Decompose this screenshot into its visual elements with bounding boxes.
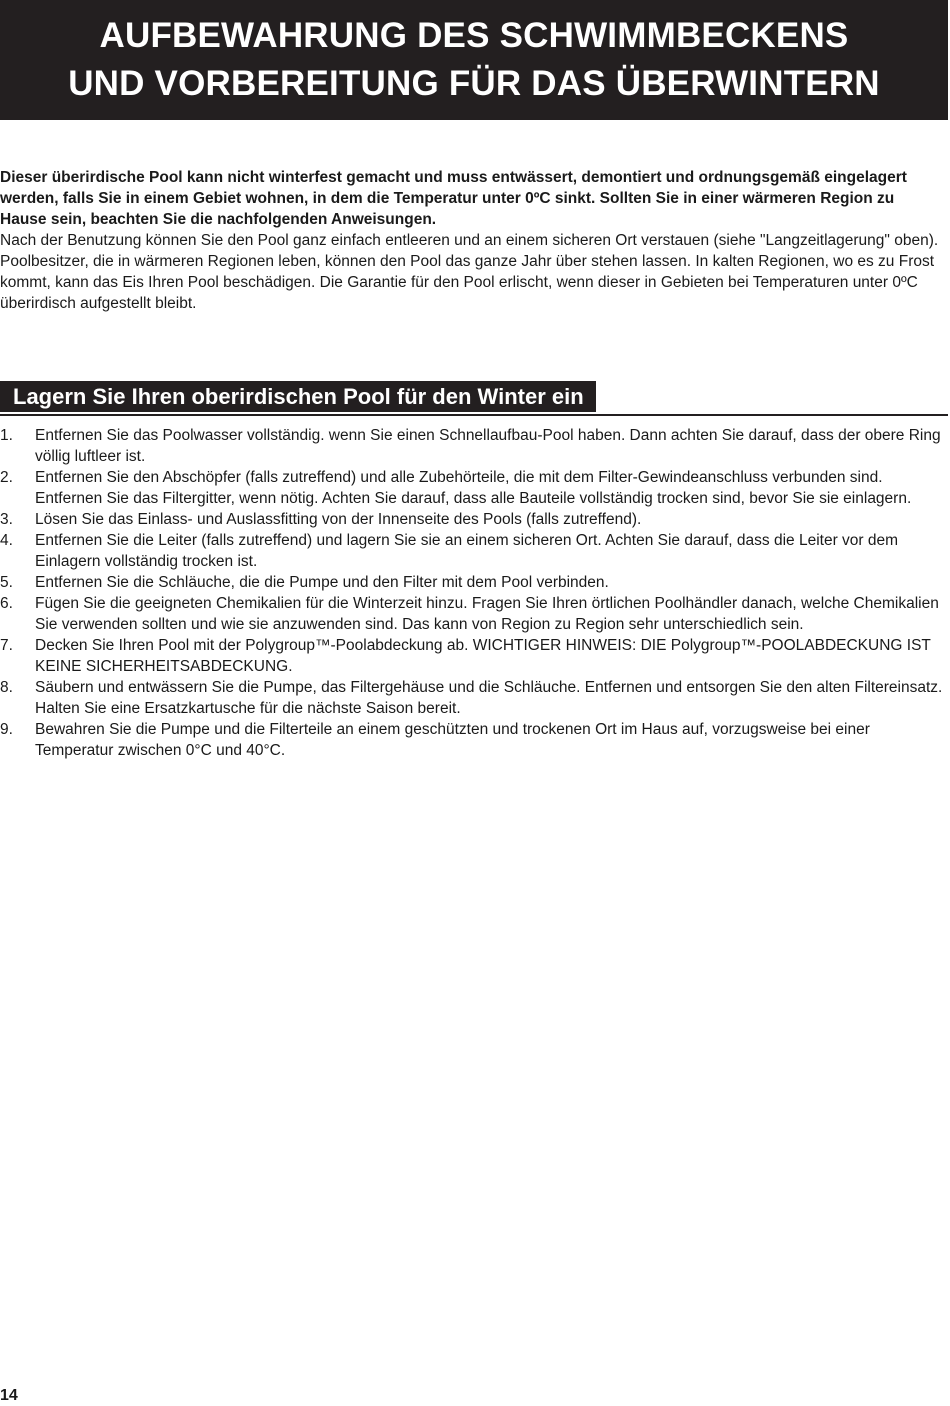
step-text: Entfernen Sie die Schläuche, die die Pumpe und den Filter mit dem Pool verbinden. [35,574,609,591]
step-item [0,425,948,467]
step-number: 8. [0,679,13,696]
step-text: Bewahren Sie die Pumpe und die Filterteile an einem geschützten und trockenen Ort im Haus auf, vorzugsweise bei einer Temperatur zwischen 0°C und 40°C. [35,721,870,759]
page-title-line-1: AUFBEWAHRUNG DES SCHWIMMBECKENS [99,16,849,55]
step-text: Decken Sie Ihren Pool mit der Polygroup™-Poolabdeckung ab. WICHTIGER HINWEIS: DIE Polygroup™-POOLABDECKUNG IST KEINE SICHERHEITSABDECKUNG. [35,637,931,675]
step-number: 4. [0,532,13,549]
step-number: 3. [0,511,13,528]
step-item [0,593,948,635]
step-text: Lösen Sie das Einlass- und Auslassfitting von der Innenseite des Pools (falls zutreffend). [35,511,642,528]
step-number: 9. [0,721,13,738]
intro-section [0,167,945,314]
page-title-line-2: UND VORBEREITUNG FÜR DAS ÜBERWINTERN [68,64,880,103]
step-item [0,719,948,761]
section-heading-bar [0,381,948,416]
step-number: 5. [0,574,13,591]
step-item [0,572,948,593]
page-number: 14 [0,1387,18,1404]
step-text: Entfernen Sie den Abschöpfer (falls zutreffend) und alle Zubehörteile, die mit dem Filter-Gewindeanschluss verbunden sind. Entfernen Sie das Filtergitter, wenn nötig. Achten Sie darauf, dass alle Bauteile vollständig trocken sind, bevor Sie sie einlagern. [35,469,912,507]
step-number: 7. [0,637,13,654]
step-text: Entfernen Sie das Poolwasser vollständig. wenn Sie einen Schnellaufbau-Pool haben. Dann achten Sie darauf, dass der obere Ring völlig luftleer ist. [35,427,941,465]
section-heading: Lagern Sie Ihren oberirdischen Pool für den Winter ein [0,381,596,412]
step-text: Säubern und entwässern Sie die Pumpe, das Filtergehäuse und die Schläuche. Entfernen und entsorgen Sie den alten Filtereinsatz. Halten Sie eine Ersatzkartusche für die nächste Saison bereit. [35,679,943,717]
step-item [0,677,948,719]
steps-list [0,425,948,761]
step-item [0,635,948,677]
step-number: 6. [0,595,13,612]
step-item [0,509,948,530]
step-text: Entfernen Sie die Leiter (falls zutreffend) und lagern Sie sie an einem sicheren Ort. Achten Sie darauf, dass die Leiter vor dem Einlagern vollständig trocken ist. [35,532,899,570]
step-number: 1. [0,427,13,444]
step-number: 2. [0,469,13,486]
intro-bold-paragraph: Dieser überirdische Pool kann nicht winterfest gemacht und muss entwässert, demontiert und ordnungsgemäß eingelagert werden, falls Sie in einem Gebiet wohnen, in dem die Temperatur unter 0ºC sinkt. Sollten Sie in einer wärmeren Region zu Hause sein, beachten Sie die nachfolgenden Anweisungen. [0,169,907,228]
step-text: Fügen Sie die geeigneten Chemikalien für die Winterzeit hinzu. Fragen Sie Ihren örtlichen Poolhändler danach, welche Chemikalien Sie verwenden sollten und wie sie anzuwenden sind. Das kann von Region zu Region sehr unterschiedlich sein. [35,595,939,633]
intro-paragraph: Nach der Benutzung können Sie den Pool ganz einfach entleeren und an einem sicheren Ort verstauen (siehe "Langzeitlagerung" oben). Poolbesitzer, die in wärmeren Regionen leben, können den Pool das ganze Jahr über stehen lassen. In kalten Regionen, wo es zu Frost kommt, kann das Eis Ihren Pool beschädigen. Die Garantie für den Pool erlischt, wenn dieser in Gebieten bei Temperaturen unter 0ºC überirdisch aufgestellt bleibt. [0,232,939,312]
page-title-banner [0,0,948,120]
step-item [0,467,948,509]
step-item [0,530,948,572]
